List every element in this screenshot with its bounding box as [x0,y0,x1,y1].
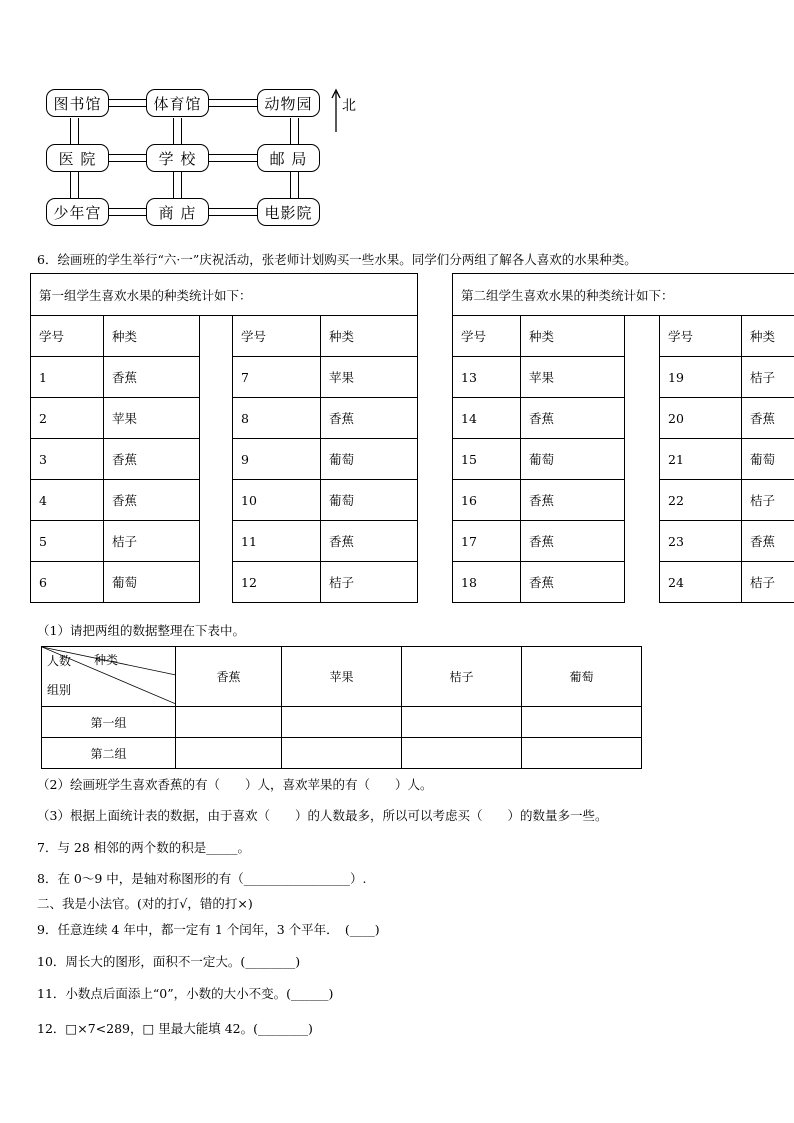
student-id-cell: 12 [233,562,321,603]
answer-cell[interactable] [282,738,402,769]
fruit-kind-cell: 葡萄 [521,439,625,480]
road [207,99,259,107]
student-id-cell: 18 [453,562,521,603]
fruit-kind-cell: 香蕉 [321,398,418,439]
table-row [31,357,794,398]
student-id-cell: 2 [31,398,104,439]
table-row [31,521,794,562]
student-id-cell: 5 [31,521,104,562]
answer-cell[interactable] [176,707,282,738]
student-id-cell: 23 [660,521,742,562]
student-id-cell: 19 [660,357,742,398]
student-id-cell: 20 [660,398,742,439]
group-label: 第一组 [42,707,176,738]
student-id-cell: 17 [453,521,521,562]
fruit-kind-cell: 桔子 [742,357,794,398]
fruit-header: 桔子 [402,647,522,707]
col-header-id: 学号 [660,316,742,357]
corner-people: 人数 [47,654,72,668]
fruit-kind-cell: 桔子 [321,562,418,603]
corner-kind: 种类 [94,653,119,667]
q6-sub1: （1）请把两组的数据整理在下表中。 [37,623,245,638]
fruit-kind-cell: 香蕉 [742,398,794,439]
fruit-kind-cell: 香蕉 [742,521,794,562]
fruit-kind-cell: 葡萄 [104,562,200,603]
student-id-cell: 14 [453,398,521,439]
fruit-kind-cell: 苹果 [521,357,625,398]
north-arrow-icon [330,88,342,134]
place-hospital: 医 院 [46,144,109,172]
group2-title: 第二组学生喜欢水果的种类统计如下： [453,274,794,316]
fruit-kind-cell: 苹果 [321,357,418,398]
place-post-office: 邮 局 [257,144,320,172]
answer-cell[interactable] [522,738,642,769]
question-11: 11．小数点后面添上“0”，小数的大小不变。(______) [37,986,334,1001]
student-id-cell: 4 [31,480,104,521]
fruit-header: 葡萄 [522,647,642,707]
answer-cell[interactable] [402,707,522,738]
col-header-kind: 种类 [742,316,794,357]
col-header-kind: 种类 [104,316,200,357]
corner-group: 组别 [47,683,72,697]
table-row [31,562,794,603]
student-id-cell: 9 [233,439,321,480]
fruit-survey-table [30,273,794,603]
student-id-cell: 16 [453,480,521,521]
road [70,118,79,144]
fruit-kind-cell: 葡萄 [742,439,794,480]
fruit-kind-cell: 香蕉 [521,398,625,439]
road [173,118,182,144]
road [207,154,259,162]
place-zoo: 动物园 [257,89,320,117]
fruit-kind-cell: 香蕉 [521,521,625,562]
place-shop: 商 店 [146,198,209,226]
col-header-id: 学号 [453,316,521,357]
section-2-heading: 二、我是小法官。(对的打√，错的打×) [37,896,253,911]
student-id-cell: 3 [31,439,104,480]
col-header-kind: 种类 [521,316,625,357]
question-12: 12．□×7<289，□ 里最大能填 42。(________) [37,1021,313,1036]
fruit-kind-cell: 葡萄 [321,480,418,521]
road [108,99,150,107]
fruit-kind-cell: 葡萄 [321,439,418,480]
place-youth-palace: 少年宫 [46,198,109,226]
road [70,172,79,198]
fruit-kind-cell: 香蕉 [321,521,418,562]
answer-cell[interactable] [282,707,402,738]
fruit-kind-cell: 香蕉 [104,439,200,480]
corner-cell [42,647,176,707]
table-row [31,398,794,439]
student-id-cell: 22 [660,480,742,521]
group1-title: 第一组学生喜欢水果的种类统计如下： [31,274,418,316]
student-id-cell: 11 [233,521,321,562]
place-school: 学 校 [146,144,209,172]
summary-table [41,646,642,769]
answer-cell[interactable] [176,738,282,769]
student-id-cell: 6 [31,562,104,603]
question-10: 10．周长大的图形，面积不一定大。(________) [37,954,301,969]
answer-cell[interactable] [402,738,522,769]
fruit-kind-cell: 桔子 [104,521,200,562]
q6-intro: 6．绘画班的学生举行“六·一”庆祝活动，张老师计划购买一些水果。同学们分两组了解各人喜欢的水果种类。 [37,252,637,267]
group-label: 第二组 [42,738,176,769]
answer-cell[interactable] [522,707,642,738]
place-gym: 体育馆 [146,89,209,117]
q6-sub3: （3）根据上面统计表的数据，由于喜欢（ ）的人数最多，所以可以考虑买（ ）的数量多一些。 [37,808,608,823]
fruit-table-body [31,357,794,603]
fruit-kind-cell: 香蕉 [521,562,625,603]
student-id-cell: 15 [453,439,521,480]
place-library: 图书馆 [46,89,109,117]
fruit-kind-cell: 桔子 [742,480,794,521]
road [108,208,150,216]
place-cinema: 电影院 [257,198,320,226]
student-id-cell: 8 [233,398,321,439]
table-row [31,439,794,480]
fruit-header: 苹果 [282,647,402,707]
north-label: 北 [342,98,356,114]
question-9: 9．任意连续 4 年中，都一定有 1 个闰年，3 个平年． (____) [37,922,380,937]
student-id-cell: 7 [233,357,321,398]
question-7: 7．与 28 相邻的两个数的积是_____。 [37,840,251,855]
fruit-kind-cell: 桔子 [742,562,794,603]
col-header-id: 学号 [233,316,321,357]
fruit-kind-cell: 香蕉 [521,480,625,521]
road [290,118,299,144]
question-8: 8．在 0～9 中，是轴对称图形的有（_________________）. [37,871,367,886]
road [207,208,259,216]
fruit-kind-cell: 香蕉 [104,357,200,398]
fruit-kind-cell: 苹果 [104,398,200,439]
table-row [31,480,794,521]
road [173,172,182,198]
student-id-cell: 13 [453,357,521,398]
student-id-cell: 24 [660,562,742,603]
fruit-header: 香蕉 [176,647,282,707]
student-id-cell: 1 [31,357,104,398]
student-id-cell: 21 [660,439,742,480]
road [290,172,299,198]
col-header-id: 学号 [31,316,104,357]
road [108,154,150,162]
fruit-kind-cell: 香蕉 [104,480,200,521]
student-id-cell: 10 [233,480,321,521]
q6-sub2: （2）绘画班学生喜欢香蕉的有（ ）人，喜欢苹果的有（ ）人。 [37,777,433,792]
col-header-kind: 种类 [321,316,418,357]
